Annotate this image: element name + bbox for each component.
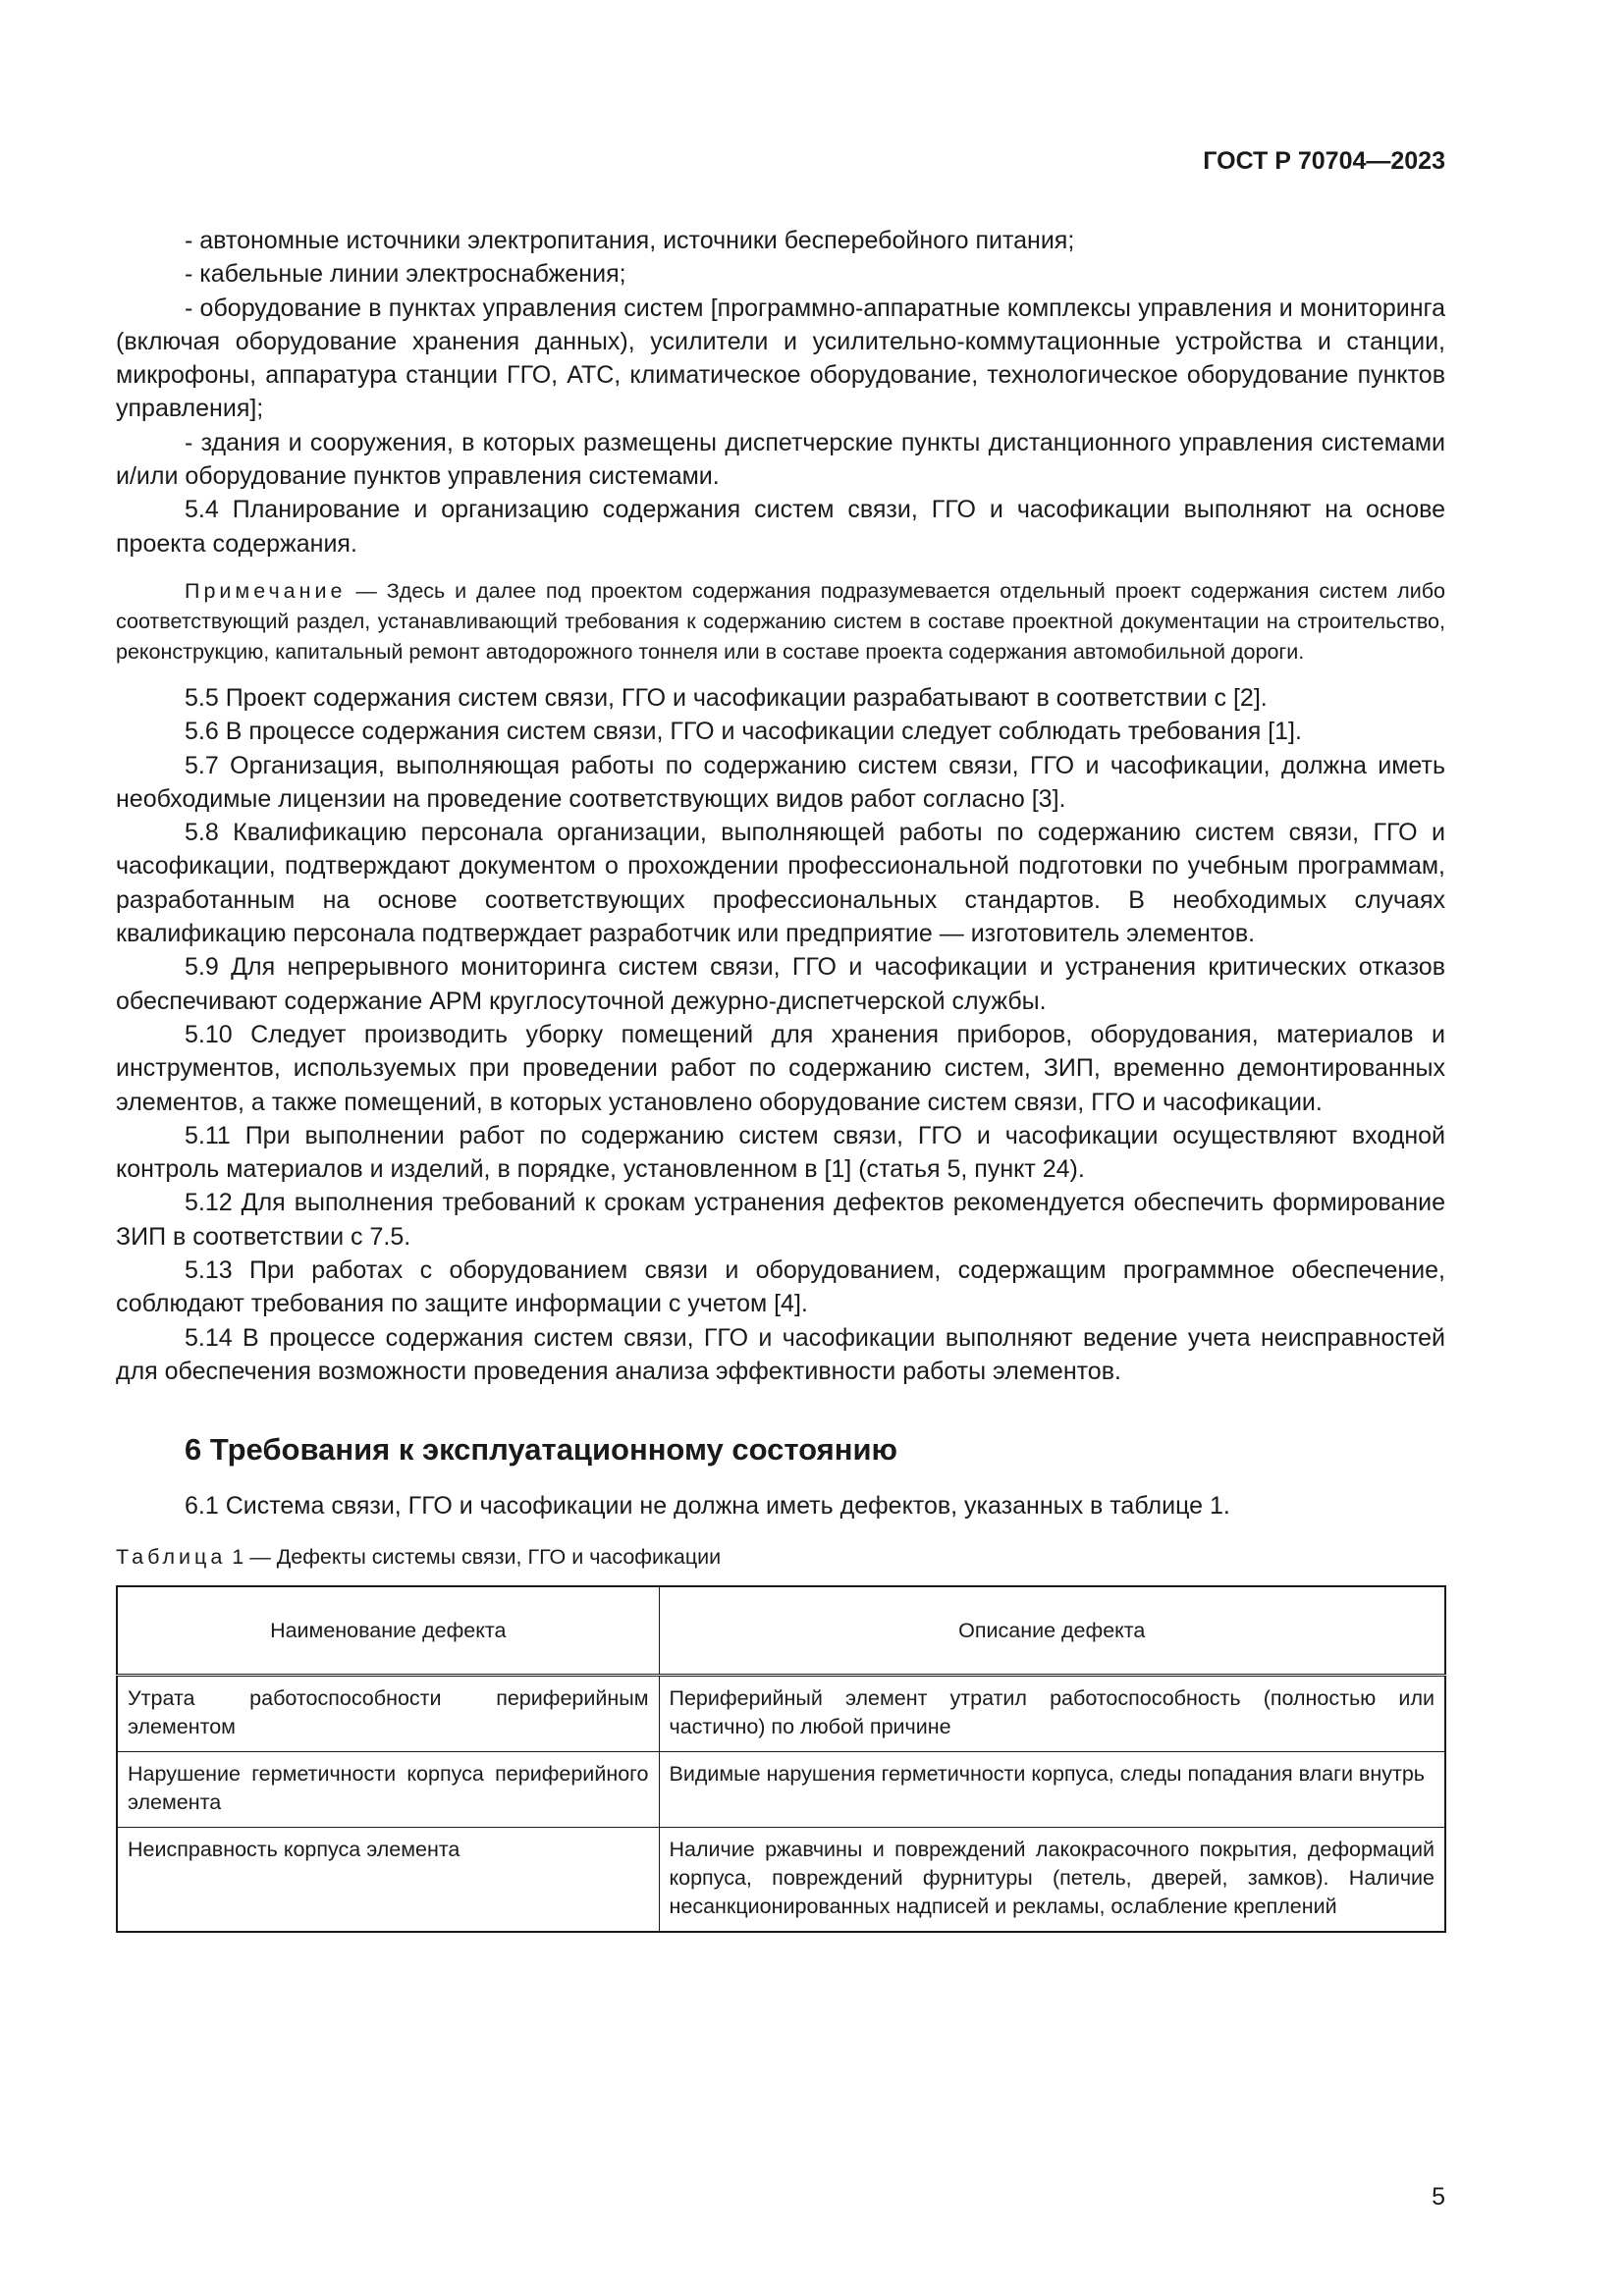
table-caption-text: 1 — Дефекты системы связи, ГГО и часофикации bbox=[226, 1544, 722, 1569]
list-item-cable-lines: - кабельные линии электроснабжения; bbox=[185, 260, 626, 289]
table-row bbox=[117, 1828, 1445, 1933]
section-title: 6 Требования к эксплуатационному состоянию bbox=[185, 1432, 897, 1468]
paragraph-5-7: 5.7 Организация, выполняющая работы по содержанию систем связи, ГГО и часофикации, должна иметь необходимые лицензии на проведение соответствующих видов работ согласно [3]. bbox=[116, 751, 1445, 813]
paragraph-5-14: 5.14 В процессе содержания систем связи, ГГО и часофикации выполняют ведение учета неисправностей для обеспечения возможности проведения анализа эффективности работы элементов. bbox=[116, 1323, 1445, 1385]
defects-table bbox=[116, 1585, 1446, 1933]
paragraph-5-4: 5.4 Планирование и организацию содержания систем связи, ГГО и часофикации выполняют на основе проекта содержания. bbox=[116, 496, 1445, 558]
defect-name: Утрата работоспособности периферийным элементом bbox=[117, 1676, 659, 1752]
header-defect-name: Наименование дефекта bbox=[117, 1586, 659, 1676]
paragraph-5-12: 5.12 Для выполнения требований к срокам устранения дефектов рекомендуется обеспечить формирование ЗИП в соответствии с 7.5. bbox=[116, 1189, 1445, 1251]
defect-name: Неисправность корпуса элемента bbox=[117, 1828, 659, 1933]
paragraph-5-10: 5.10 Следует производить уборку помещений для хранения приборов, оборудования, материалов и инструментов, используемых при проведении работ по содержанию систем, ЗИП, временно демонтированных элементов, а также помещений, в которых установлено оборудование систем связи, ГГО и часофикации. bbox=[116, 1020, 1445, 1116]
table-header-row bbox=[117, 1586, 1445, 1676]
paragraph-5-13: 5.13 При работах с оборудованием связи и оборудованием, содержащим программное обеспечение, соблюдают требования по защите информации с учетом [4]. bbox=[116, 1256, 1445, 1318]
defect-description: Наличие ржавчины и повреждений лакокрасочного покрытия, деформаций корпуса, повреждений фурнитуры (петель, дверей, замков). Наличие несанкционированных надписей и рекламы, ослабление креплений bbox=[659, 1828, 1445, 1933]
defect-description: Видимые нарушения герметичности корпуса, следы попадания влаги внутрь bbox=[659, 1752, 1445, 1828]
document-header: ГОСТ Р 70704—2023 bbox=[1203, 147, 1445, 175]
header-defect-description: Описание дефекта bbox=[659, 1586, 1445, 1676]
note-text: — Здесь и далее под проектом содержания подразумевается отдельный проект содержания систем либо соответствующий раздел, устанавливающий требования к содержанию систем в составе проектной документации на строительство, реконструкцию, капитальный ремонт автодорожного тоннеля или в составе проекта содержания автомобильной дороги. bbox=[116, 578, 1445, 664]
note-label: Примечание bbox=[185, 578, 347, 603]
defect-description: Периферийный элемент утратил работоспособность (полностью или частично) по любой причине bbox=[659, 1676, 1445, 1752]
list-item-power-sources: - автономные источники электропитания, источники бесперебойного питания; bbox=[185, 227, 1075, 254]
table-row bbox=[117, 1676, 1445, 1752]
paragraph-6-1: 6.1 Система связи, ГГО и часофикации не должна иметь дефектов, указанных в таблице 1. bbox=[185, 1491, 1230, 1520]
paragraph-5-11: 5.11 При выполнении работ по содержанию систем связи, ГГО и часофикации осуществляют входной контроль материалов и изделий, в порядке, установленном в [1] (статья 5, пункт 24). bbox=[116, 1121, 1445, 1184]
list-item-buildings: - здания и сооружения, в которых размещены диспетчерские пункты дистанционного управления системами и/или оборудование пунктов управления системами. bbox=[116, 428, 1445, 491]
paragraph-5-6: 5.6 В процессе содержания систем связи, ГГО и часофикации следует соблюдать требования [1]. bbox=[185, 718, 1302, 746]
table-caption bbox=[116, 1540, 1445, 1574]
table-row bbox=[117, 1752, 1445, 1828]
table-caption-label: Таблица bbox=[116, 1544, 227, 1569]
note bbox=[116, 576, 1445, 667]
defect-name: Нарушение герметичности корпуса периферийного элемента bbox=[117, 1752, 659, 1828]
paragraph-5-9: 5.9 Для непрерывного мониторинга систем связи, ГГО и часофикации и устранения критических отказов обеспечивают содержание АРМ круглосуточной дежурно-диспетчерской службы. bbox=[116, 953, 1445, 1015]
paragraph-5-5: 5.5 Проект содержания систем связи, ГГО и часофикации разрабатывают в соответствии с [2]. bbox=[185, 683, 1268, 712]
list-item-control-equipment: - оборудование в пунктах управления систем [программно-аппаратные комплексы управления и мониторинга (включая оборудование хранения данных), усилители и усилительно-коммутационные устройства и станции, микрофоны, аппаратура станции ГГО, АТС, климатическое оборудование, технологическое оборудование пунктов управления]; bbox=[116, 294, 1445, 423]
page-content bbox=[116, 224, 1445, 1933]
page-number: 5 bbox=[1432, 2183, 1445, 2211]
paragraph-5-8: 5.8 Квалификацию персонала организации, выполняющей работы по содержанию систем связи, ГГО и часофикации, подтверждают документом о прохождении профессиональной подготовки по учебным программам, разработанным на основе соответствующих профессиональных стандартов. В необходимых случаях квалификацию персонала подтверждает разработчик или предприятие — изготовитель элементов. bbox=[116, 819, 1445, 948]
